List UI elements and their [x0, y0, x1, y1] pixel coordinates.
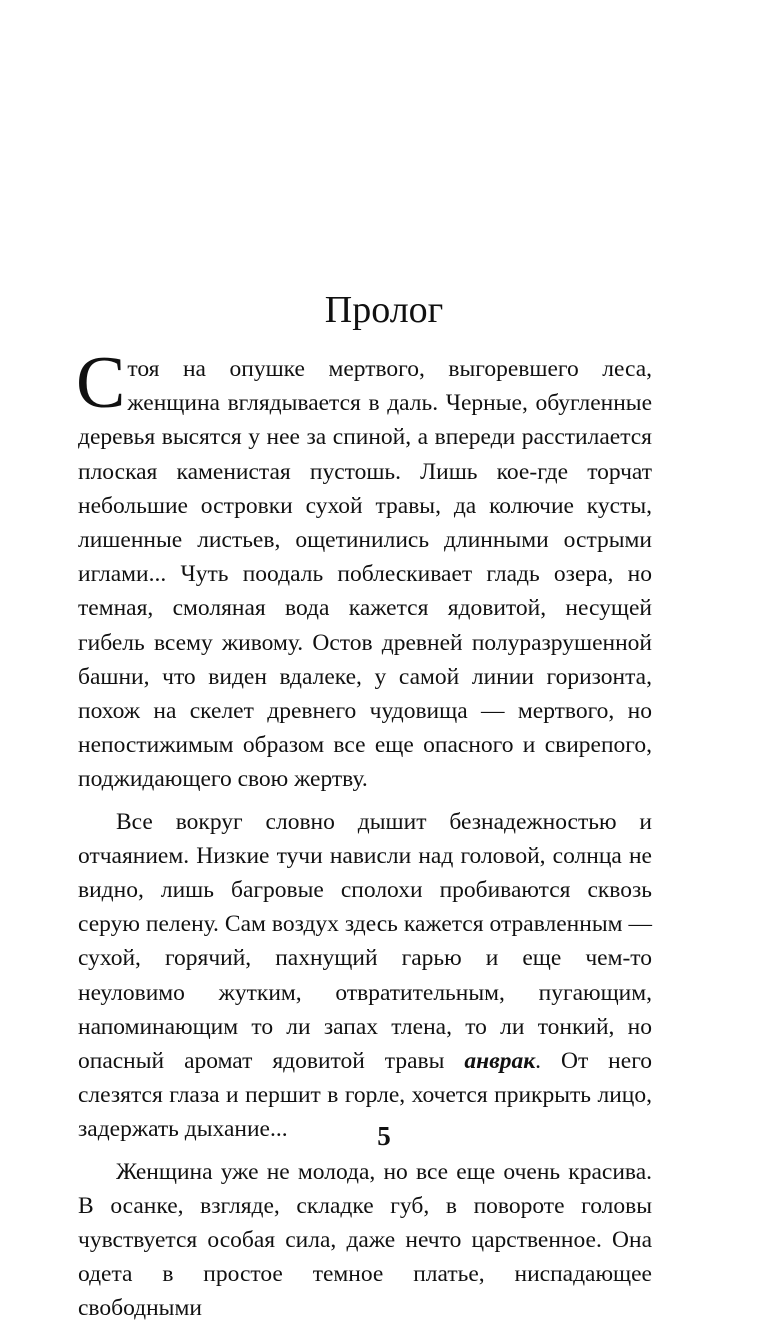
paragraph-1 [76, 342, 652, 797]
body-text [76, 342, 652, 1326]
page-number: 5 [377, 1121, 391, 1151]
paragraph-2 [78, 805, 652, 1147]
paragraph-2-text-after: . От него слезятся глаза и першит в горле, хочется прикрыть лицо, задержать дыхание... [78, 1048, 652, 1143]
drop-cap: С [76, 342, 126, 424]
paragraph-2-text-before: Все вокруг словно дышит безнадежностью и отчаянием. Низкие тучи нависли над головой, солнца не видно, лишь багровые сполохи пробиваются сквозь серую пелену. Сам воздух здесь кажется отравленным — сухой, горячий, пахнущий гарью и еще чем-то неуловимо жутким, отвратительным, пугающим, напоминающим то ли запах тлена, то ли тонкий, но опасный аромат ядовитой травы [78, 808, 652, 1075]
paragraph-3 [78, 1155, 652, 1326]
italic-term: анврак [464, 1048, 536, 1075]
chapter-title: Пролог [324, 289, 444, 331]
paragraph-3-text: Женщина уже не молода, но все еще очень красива. В осанке, взгляде, складке губ, в повороте головы чувствуется особая сила, даже нечто царственное. Она одета в простое темное платье, ниспадающее свободными [78, 1158, 652, 1322]
paragraph-1-text: тоя на опушке мертвого, выгоревшего леса, женщина вглядывается в даль. Черные, обугленные деревья высятся у нее за спиной, а впереди расстилается плоская каменистая пустошь. Лишь кое-где торчат небольшие островки сухой травы, да колючие кусты, лишенные листьев, ощетинились длинными острыми иглами... Чуть поодаль поблескивает гладь озера, но темная, смоляная вода кажется ядовитой, несущей гибель всему живому. Остов древней полуразрушенной башни, что виден вдалеке, у самой линии горизонта, похож на скелет древнего чудовища — мертвого, но непостижимым образом все еще опасного и свирепого, поджидающего свою жертву. [78, 356, 652, 793]
